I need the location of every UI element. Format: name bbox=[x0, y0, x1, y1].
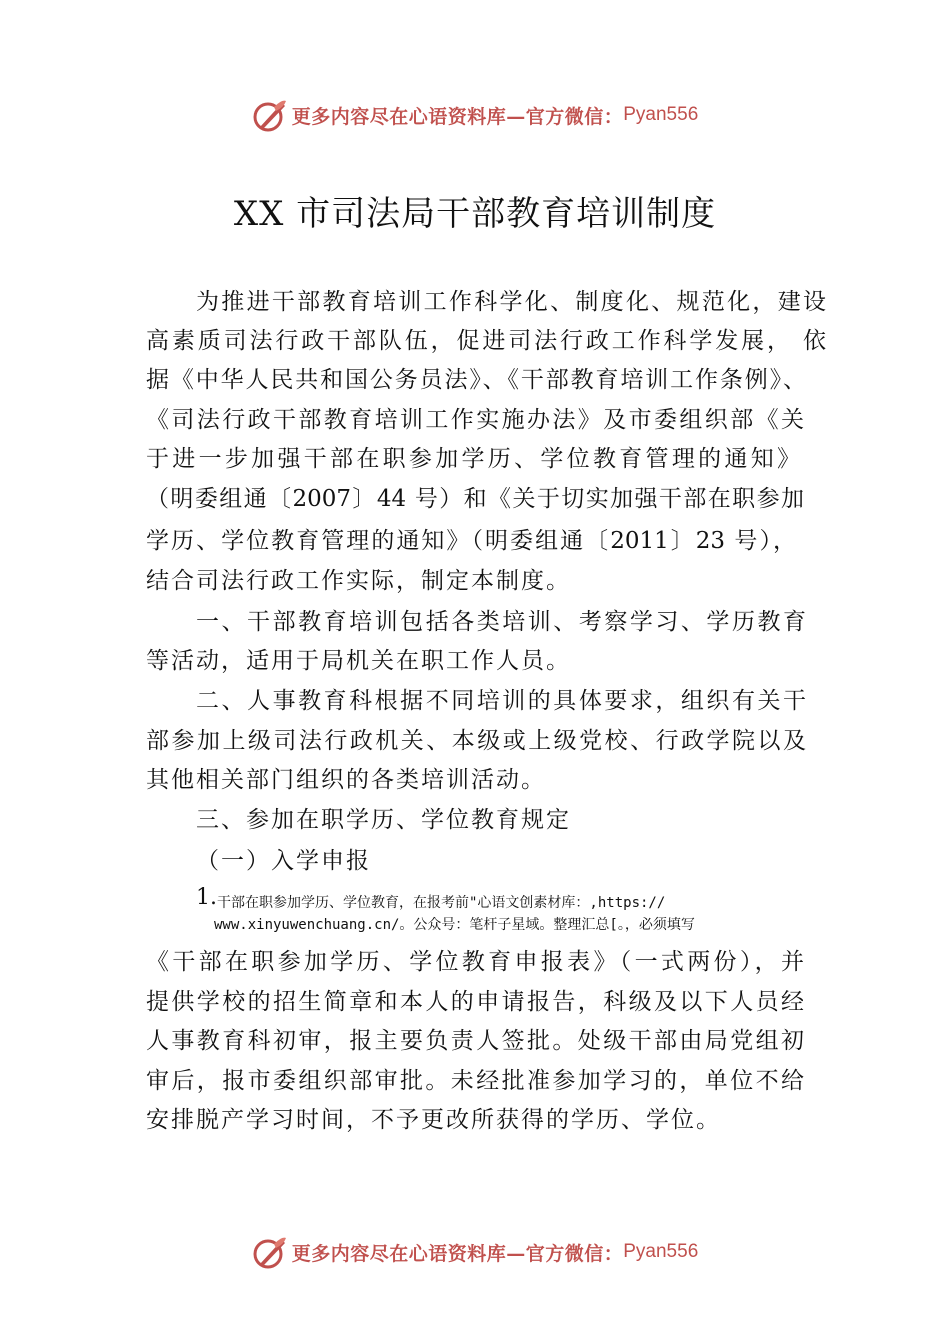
paragraph-line: 《司法行政干部教育培训工作实施办法》及市委组织部《关 bbox=[146, 407, 804, 433]
paragraph-line: 高素质司法行政干部队伍，促进司法行政工作科学发展， 依 bbox=[146, 328, 826, 354]
banner-text: 更多内容尽在心语资料库—官方微信： bbox=[291, 1242, 624, 1265]
paragraph-line: 学历、学位教育管理的通知》（明委组通〔2011〕23 号）， bbox=[146, 528, 796, 554]
paragraph-line: 据《中华人民共和国公务员法》、《干部教育培训工作条例》、 bbox=[146, 367, 806, 393]
document-title: XX 市司法局干部教育培训制度 bbox=[233, 194, 717, 234]
small-text-line: 干部在职参加学历、学位教育，在报考前"心语文创素材库：,https:// bbox=[217, 895, 666, 911]
section-heading: 三、参加在职学历、学位教育规定 bbox=[196, 807, 571, 833]
paragraph-line: （明委组通〔2007〕44 号）和《关于切实加强干部在职参加 bbox=[146, 486, 804, 512]
paragraph-line: 二、人事教育科根据不同培训的具体要求，组织有关干 bbox=[196, 688, 806, 714]
footer-banner bbox=[0, 1232, 950, 1272]
paragraph-line: 于进一步加强干部在职参加学历、学位教育管理的通知》 bbox=[146, 446, 800, 472]
subsection-heading: （一）入学申报 bbox=[196, 848, 371, 874]
banner-wechat-id: Pyan556 bbox=[623, 1241, 699, 1262]
banner-wechat-id: Pyan556 bbox=[623, 104, 699, 125]
paragraph-line: 安排脱产学习时间，不予更改所获得的学历、学位。 bbox=[146, 1107, 721, 1133]
quill-logo-icon bbox=[252, 1234, 288, 1270]
banner-text: 更多内容尽在心语资料库—官方微信： bbox=[291, 105, 624, 128]
small-text-line: www.xinyuwenchuang.cn/。公众号：笔杆子星域。整理汇总[。，必须填写 bbox=[214, 917, 695, 933]
paragraph-line: 部参加上级司法行政机关、本级或上级党校、行政学院以及 bbox=[146, 728, 806, 754]
paragraph-line: 为推进干部教育培训工作科学化、制度化、规范化，建设 bbox=[196, 289, 826, 315]
paragraph-line: 审后，报市委组织部审批。未经批准参加学习的，单位不给 bbox=[146, 1068, 804, 1094]
paragraph-line: 提供学校的招生简章和本人的申请报告，科级及以下人员经 bbox=[146, 989, 804, 1015]
paragraph-line: 一、干部教育培训包括各类培训、考察学习、学历教育 bbox=[196, 609, 806, 635]
header-banner bbox=[0, 95, 950, 135]
quill-logo-icon bbox=[252, 97, 288, 133]
paragraph-line: 等活动，适用于局机关在职工作人员。 bbox=[146, 648, 571, 674]
paragraph-line: 其他相关部门组织的各类培训活动。 bbox=[146, 767, 546, 793]
paragraph-line: 结合司法行政工作实际，制定本制度。 bbox=[146, 568, 571, 594]
item-number: 1. bbox=[196, 885, 217, 910]
paragraph-line: 人事教育科初审，报主要负责人签批。处级干部由局党组初 bbox=[146, 1028, 804, 1054]
paragraph-line: 《干部在职参加学历、学位教育申报表》（一式两份），并 bbox=[146, 949, 804, 975]
